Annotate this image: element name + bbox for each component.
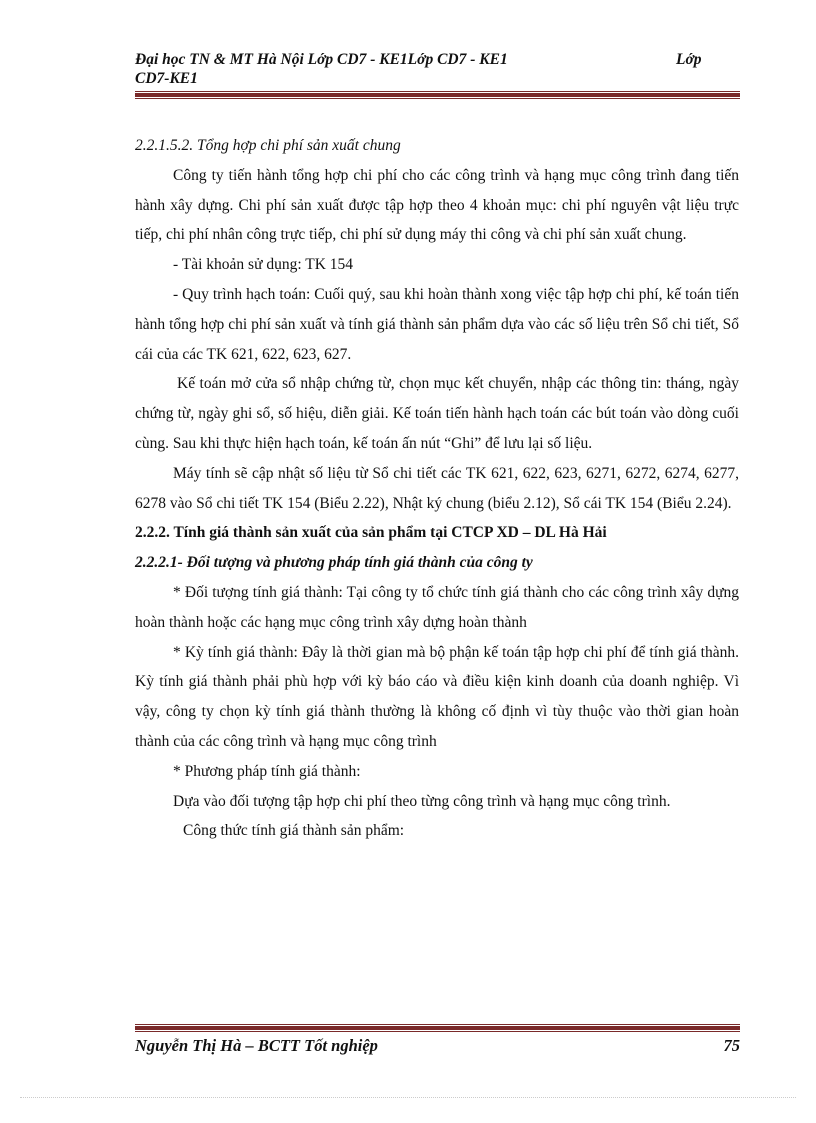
footer-rule-thick xyxy=(135,1026,740,1030)
footer-rule-thin xyxy=(135,1024,740,1025)
paragraph-voucher-entry: Kế toán mở cửa sổ nhập chứng từ, chọn mục kết chuyển, nhập các thông tin: tháng, ngày chứng từ, ngày ghi sổ, số hiệu, diễn giải. Kế toán tiến hành hạch toán các bút toán vào dòng cuối cùng. Sau khi thực hiện hạch toán, kế toán ấn nút “Ghi” để lưu lại số liệu. xyxy=(135,375,739,452)
paragraph-costing-method: * Phương pháp tính giá thành: xyxy=(173,762,361,780)
paragraph-costing-object: * Đối tượng tính giá thành: Tại công ty tổ chức tính giá thành cho các công trình xây dựng hoàn thành hoặc các hạng mục công trình xây dựng hoàn thành xyxy=(135,583,739,631)
header-rule-thin-2 xyxy=(135,98,740,99)
page-footer xyxy=(135,1036,740,1058)
page-header xyxy=(135,50,740,90)
page-edge-divider xyxy=(20,1097,796,1098)
header-rule-thin xyxy=(135,91,740,92)
footer-rule xyxy=(135,1024,740,1031)
paragraph-cost-summary: Công ty tiến hành tổng hợp chi phí cho các công trình và hạng mục công trình đang tiến hành xây dựng. Chi phí sản xuất được tập hợp theo 4 khoản mục: chi phí nguyên vật liệu trực tiếp, chi phí nhân công trực tiếp, chi phí sử dụng máy thi công và chi phí sản xuất chung. xyxy=(135,166,739,244)
paragraph-account-used: - Tài khoản sử dụng: TK 154 xyxy=(173,256,354,274)
header-class-code: CD7-KE1 xyxy=(135,70,198,87)
paragraph-computer-update: Máy tính sẽ cập nhật số liệu từ Sổ chi tiết các TK 621, 622, 623, 6271, 6272, 6274, 6277, 6278 vào Sổ chi tiết TK 154 (Biểu 2.22), Nhật ký chung (biểu 2.12), Sổ cái TK 154 (Biểu 2.24). xyxy=(135,464,739,512)
section-title: 2.2.1.5.2. Tổng hợp chi phí sản xuất chung xyxy=(135,137,401,154)
paragraph-costing-period: * Kỳ tính giá thành: Đây là thời gian mà bộ phận kế toán tập hợp chi phí để tính giá thành. Kỳ tính giá thành phải phù hợp với kỳ báo cáo và điều kiện kinh doanh của doanh nghiệp. Vì vậy, công ty chọn kỳ tính giá thành thường là không cố định vì tùy thuộc vào thời gian hoàn thành của các công trình và hạng mục công trình xyxy=(135,643,739,750)
footer-author: Nguyễn Thị Hà – BCTT Tốt nghiệp xyxy=(135,1036,378,1055)
heading-cost-calculation: 2.2.2. Tính giá thành sản xuất của sản phẩm tại CTCP XD – DL Hà Hải xyxy=(135,524,607,542)
header-rule xyxy=(135,91,740,98)
paragraph-cost-basis: Dựa vào đối tượng tập hợp chi phí theo từng công trình và hạng mục công trình. xyxy=(173,792,671,810)
heading-object-method: 2.2.2.1- Đối tượng và phương pháp tính giá thành của công ty xyxy=(135,554,533,572)
paragraph-formula-intro: Công thức tính giá thành sản phẩm: xyxy=(183,822,405,840)
footer-rule-thin-2 xyxy=(135,1031,740,1032)
paragraph-accounting-procedure: - Quy trình hạch toán: Cuối quý, sau khi hoàn thành xong việc tập hợp chi phí, kế toán tiến hành tổng hợp chi phí sản xuất và tính giá thành sản phẩm dựa vào các số liệu trên Sổ chi tiết, Sổ cái của các TK 621, 622, 623, 627. xyxy=(135,285,739,363)
header-rule-thick xyxy=(135,93,740,97)
header-institution: Đại học TN & MT Hà Nội Lớp CD7 - KE1Lớp CD7 - KE1 xyxy=(135,51,508,68)
page-number: 75 xyxy=(723,1036,740,1055)
header-class-label: Lớp xyxy=(676,51,702,68)
document-body xyxy=(135,131,739,846)
